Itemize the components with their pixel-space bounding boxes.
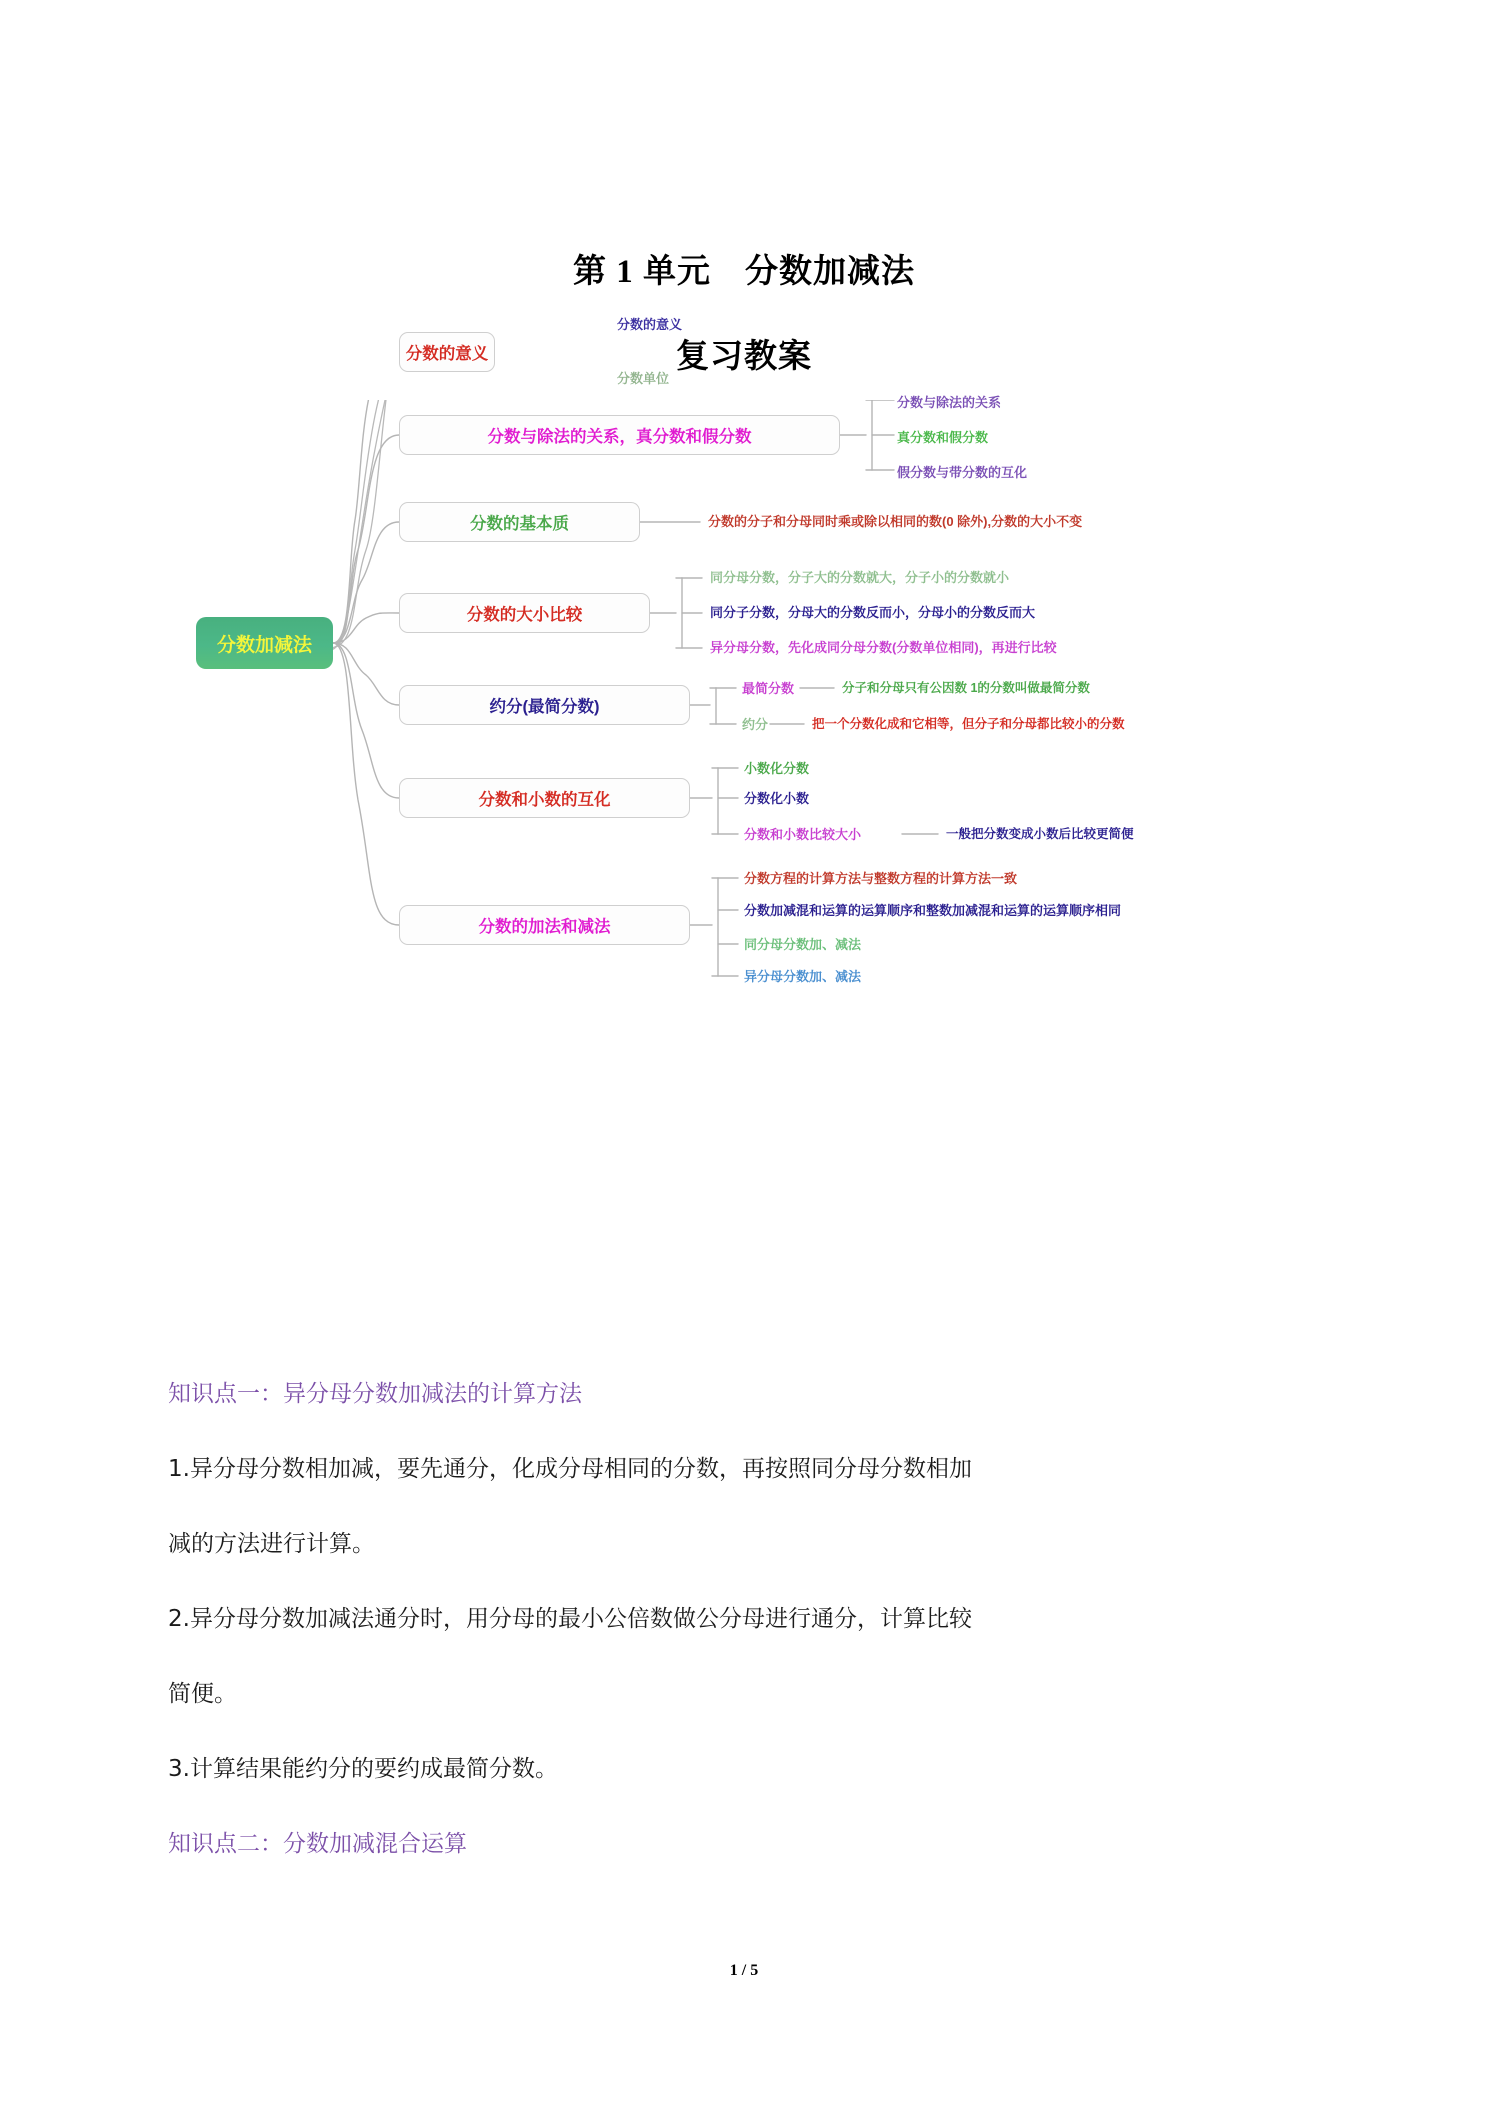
knowledge-point-heading-1: 知识点一：异分母分数加减法的计算方法	[168, 1381, 582, 1407]
mindmap-leaf-6-2: 分数化小数	[744, 791, 810, 806]
mindmap-branch-label-4: 分数的大小比较	[466, 606, 583, 624]
mindmap-branch-node-5[interactable]	[399, 685, 690, 725]
mindmap-branch-label-3: 分数的基本质	[470, 515, 569, 533]
mindmap-branch-node-1[interactable]	[399, 332, 495, 372]
body-paragraph-line-4: 简便。	[168, 1681, 237, 1707]
mindmap-branch-label-2: 分数与除法的关系，真分数和假分数	[487, 428, 752, 446]
mindmap-detail-5-2: 把一个分数化成和它相等，但分子和分母都比较小的分数	[812, 717, 1125, 731]
mindmap-branch-node-3[interactable]	[399, 502, 640, 542]
mindmap-leaf-2-2: 真分数和假分数	[897, 430, 989, 445]
mindmap-leaf-4-2: 同分子分数，分母大的分数反而小，分母小的分数反而大	[710, 605, 1036, 620]
mindmap-leaf-6-3: 分数和小数比较大小	[744, 827, 862, 842]
mindmap-leaf-4-3: 异分母分数，先化成同分母分数(分数单位相同)，再进行比较	[710, 640, 1057, 655]
page-number: 1 / 5	[729, 1962, 759, 1979]
mindmap-branch-label-1: 分数的意义	[405, 345, 489, 363]
body-paragraph-line-5: 3.计算结果能约分的要约成最简分数。	[168, 1756, 558, 1782]
mindmap-leaf-7-2: 分数加减混和运算的运算顺序和整数加减混和运算的运算顺序相同	[744, 903, 1122, 918]
page-subtitle: 复习教案	[676, 339, 812, 375]
mindmap-detail-6-3: 一般把分数变成小数后比较更简便	[946, 827, 1134, 841]
mindmap-leaf-2-3: 假分数与带分数的互化	[897, 465, 1028, 480]
mindmap-branch-node-4[interactable]	[399, 593, 650, 633]
mindmap-connectors	[0, 400, 1488, 1330]
mindmap-leaf-7-3: 同分母分数加、减法	[744, 937, 862, 952]
body-paragraph-line-3: 2.异分母分数加减法通分时，用分母的最小公倍数做公分母进行通分，计算比较	[168, 1606, 972, 1632]
page-title: 第 1 单元 分数加减法	[573, 254, 915, 290]
mindmap-branch-label-6: 分数和小数的互化	[478, 791, 611, 809]
mindmap-leaf-5-2: 约分	[742, 717, 769, 732]
mindmap-leaf-1-2: 分数单位	[617, 371, 670, 386]
mindmap-leaf-7-1: 分数方程的计算方法与整数方程的计算方法一致	[744, 871, 1018, 886]
mindmap-root-label: 分数加减法	[216, 634, 312, 656]
mindmap-branch-node-7[interactable]	[399, 905, 690, 945]
mindmap-leaf-6-1: 小数化分数	[744, 761, 810, 776]
mindmap-lines	[0, 400, 1488, 1330]
mindmap-branch-label-5: 约分(最简分数)	[489, 698, 600, 716]
body-paragraph-line-1: 1.异分母分数相加减，要先通分，化成分母相同的分数，再按照同分母分数相加	[168, 1456, 972, 1482]
body-paragraph-line-2: 减的方法进行计算。	[168, 1531, 375, 1557]
mindmap-leaf-4-1: 同分母分数，分子大的分数就大，分子小的分数就小	[710, 570, 1010, 585]
mindmap-branch-node-6[interactable]	[399, 778, 690, 818]
mindmap-detail-5-1: 分子和分母只有公因数 1的分数叫做最简分数	[842, 681, 1090, 695]
mindmap-leaf-5-1: 最简分数	[742, 681, 795, 696]
mindmap-leaf-2-1: 分数与除法的关系	[897, 395, 1002, 410]
mindmap-branch-node-2[interactable]	[399, 415, 840, 455]
mindmap-root-node[interactable]	[196, 617, 333, 669]
mindmap-leaf-7-4: 异分母分数加、减法	[744, 969, 862, 984]
mindmap-leaf-1-1: 分数的意义	[617, 317, 683, 332]
mindmap-leaf-3-1: 分数的分子和分母同时乘或除以相同的数(0 除外),分数的大小不变	[708, 514, 1083, 529]
mindmap-branch-label-7: 分数的加法和减法	[478, 918, 611, 936]
knowledge-point-heading-2: 知识点二：分数加减混合运算	[168, 1831, 467, 1857]
